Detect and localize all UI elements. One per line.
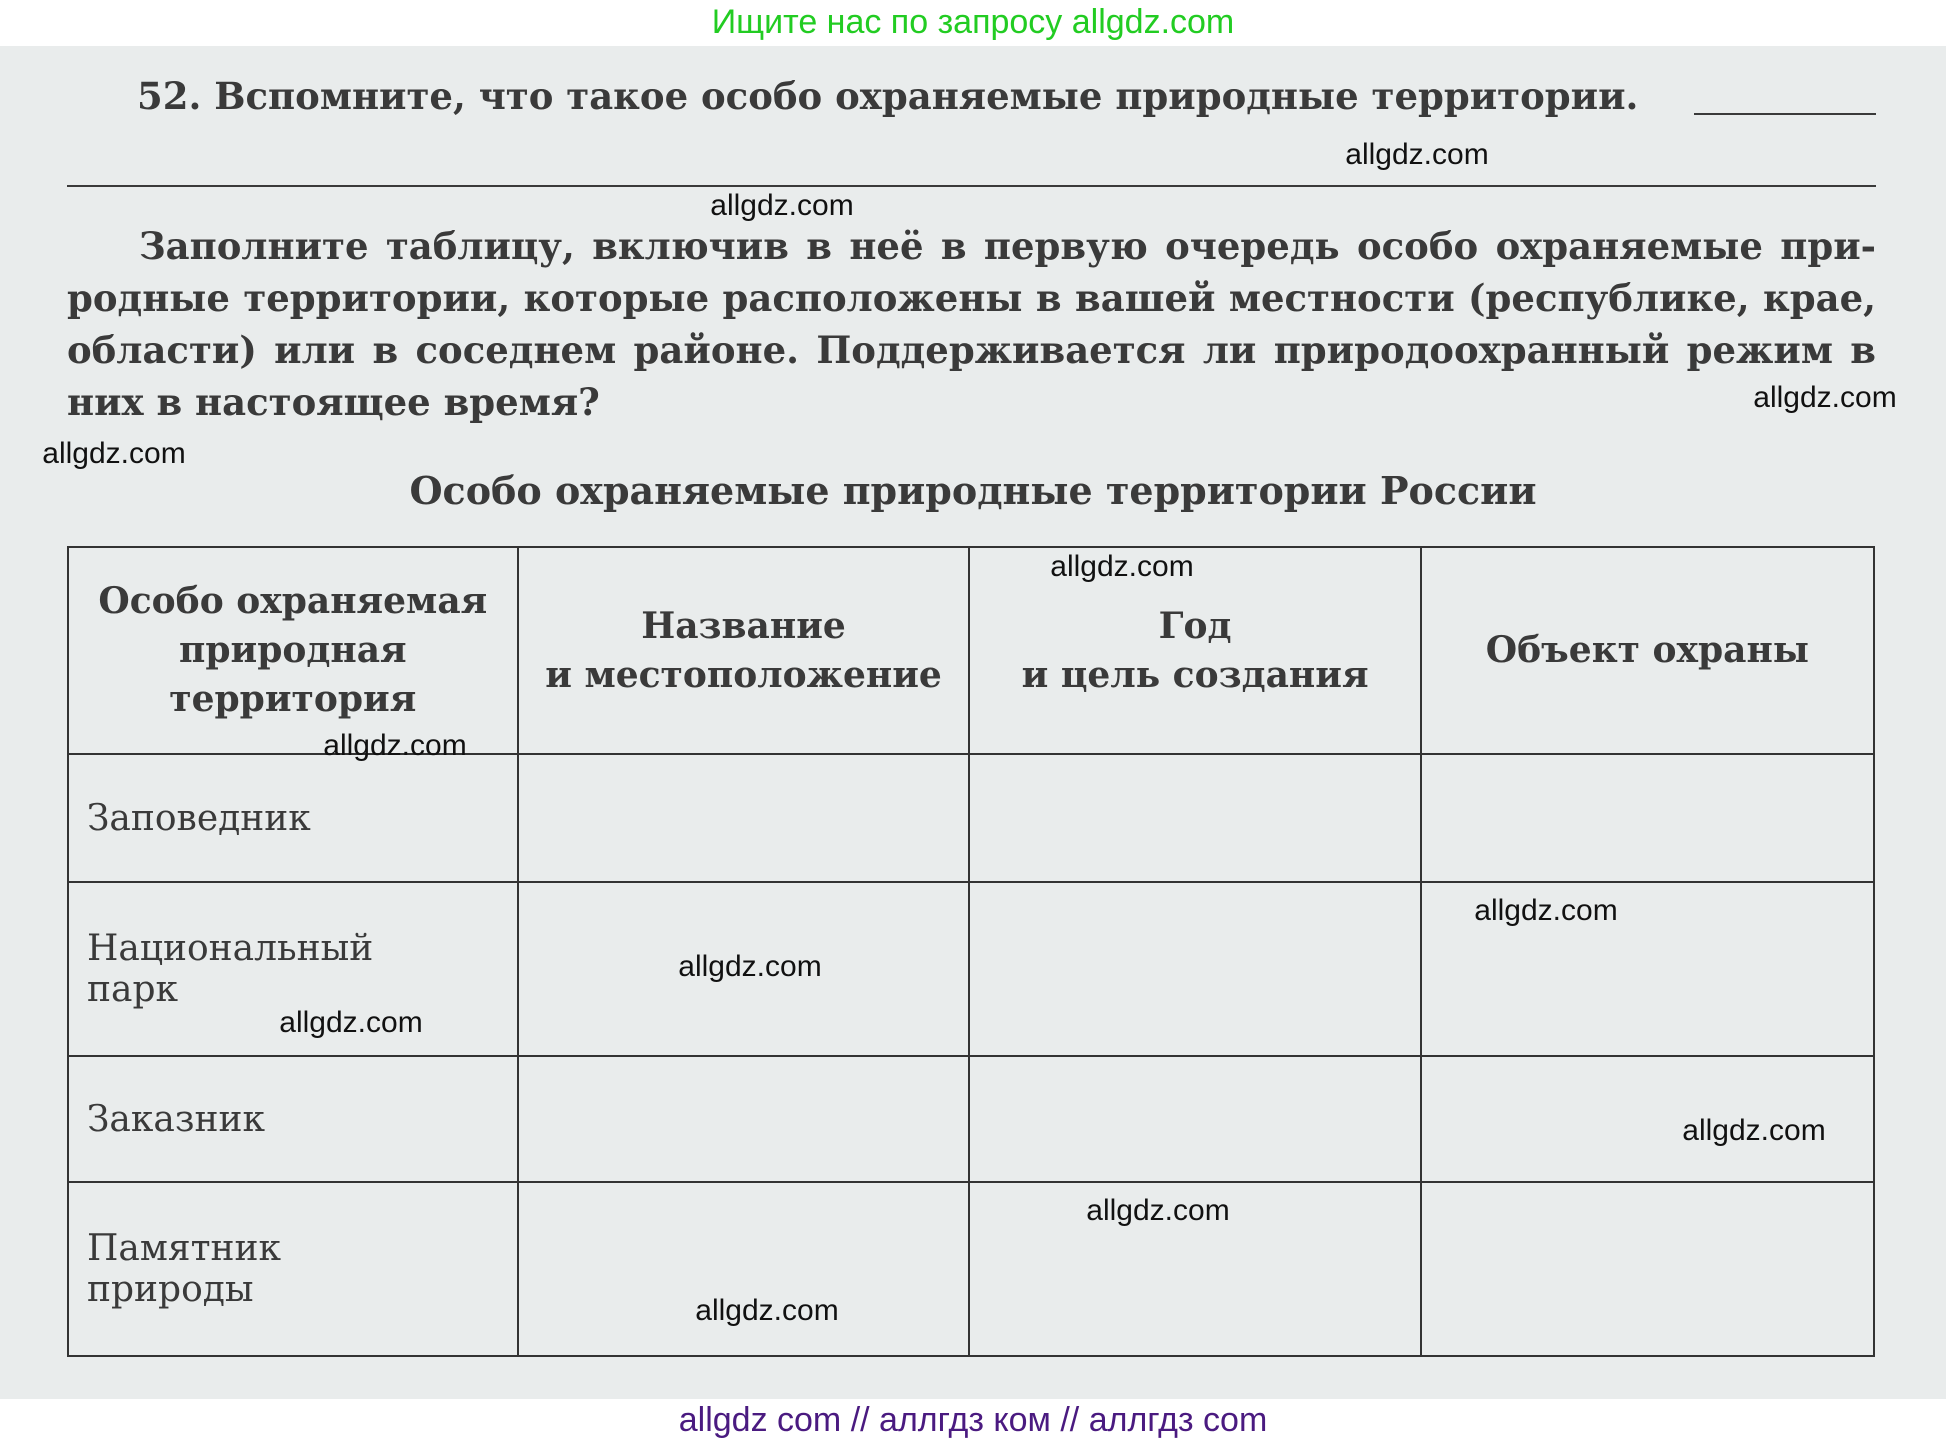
task-paragraph bbox=[67, 220, 1876, 428]
watermark: allgdz.com bbox=[1345, 138, 1489, 171]
watermark: allgdz.com bbox=[695, 1294, 839, 1327]
watermark: allgdz.com bbox=[1753, 381, 1897, 414]
question-text: 52. Вспомните, что такое особо охраняемые природные территории. bbox=[137, 74, 1639, 118]
watermark: allgdz.com bbox=[1086, 1194, 1230, 1227]
row-label: Памятник природы bbox=[68, 1182, 518, 1356]
paragraph-line: них в настоящее время? bbox=[67, 380, 600, 424]
paragraph-line: родные территории, которые расположены в вашей местности (республике, крае, bbox=[67, 276, 1876, 320]
top-banner: Ищите нас по запросу allgdz.com bbox=[0, 0, 1946, 46]
watermark: allgdz.com bbox=[323, 729, 467, 762]
watermark: allgdz.com bbox=[678, 950, 822, 983]
protected-areas-table bbox=[67, 546, 1875, 1357]
table-header-row bbox=[68, 547, 1874, 754]
table-row bbox=[68, 1182, 1874, 1356]
table-title: Особо охраняемые природные территории России bbox=[409, 468, 1537, 513]
paragraph-line: области) или в соседнем районе. Поддерживается ли природоохранный режим в bbox=[67, 328, 1876, 372]
header-object: Объект охраны bbox=[1421, 547, 1874, 754]
answer-line bbox=[1694, 113, 1876, 115]
header-name-location: Название и местоположение bbox=[518, 547, 970, 754]
watermark: allgdz.com bbox=[1682, 1114, 1826, 1147]
answer-cell[interactable] bbox=[518, 1056, 970, 1182]
header-year-purpose: Год и цель создания bbox=[969, 547, 1420, 754]
header-territory: Особо охраняемая природная территория bbox=[68, 547, 518, 754]
answer-cell[interactable] bbox=[969, 1056, 1420, 1182]
row-label: Заказник bbox=[68, 1056, 518, 1182]
answer-cell[interactable] bbox=[1421, 754, 1874, 882]
row-label: Национальный парк bbox=[68, 882, 518, 1056]
answer-line bbox=[67, 185, 1876, 187]
table-row bbox=[68, 1056, 1874, 1182]
watermark: allgdz.com bbox=[1474, 894, 1618, 927]
watermark: allgdz.com bbox=[710, 189, 854, 222]
answer-cell[interactable] bbox=[969, 754, 1420, 882]
answer-cell[interactable] bbox=[518, 754, 970, 882]
answer-cell[interactable] bbox=[518, 1182, 970, 1356]
watermark: allgdz.com bbox=[1050, 550, 1194, 583]
row-label: Заповедник bbox=[68, 754, 518, 882]
answer-cell[interactable] bbox=[1421, 1182, 1874, 1356]
bottom-banner: allgdz com // аллгдз ком // аллгдз com bbox=[0, 1399, 1946, 1444]
watermark: allgdz.com bbox=[42, 437, 186, 470]
watermark: allgdz.com bbox=[279, 1006, 423, 1039]
table-row bbox=[68, 754, 1874, 882]
paragraph-line: Заполните таблицу, включив в неё в первую очередь особо охраняемые при- bbox=[139, 224, 1876, 268]
answer-cell[interactable] bbox=[969, 882, 1420, 1056]
